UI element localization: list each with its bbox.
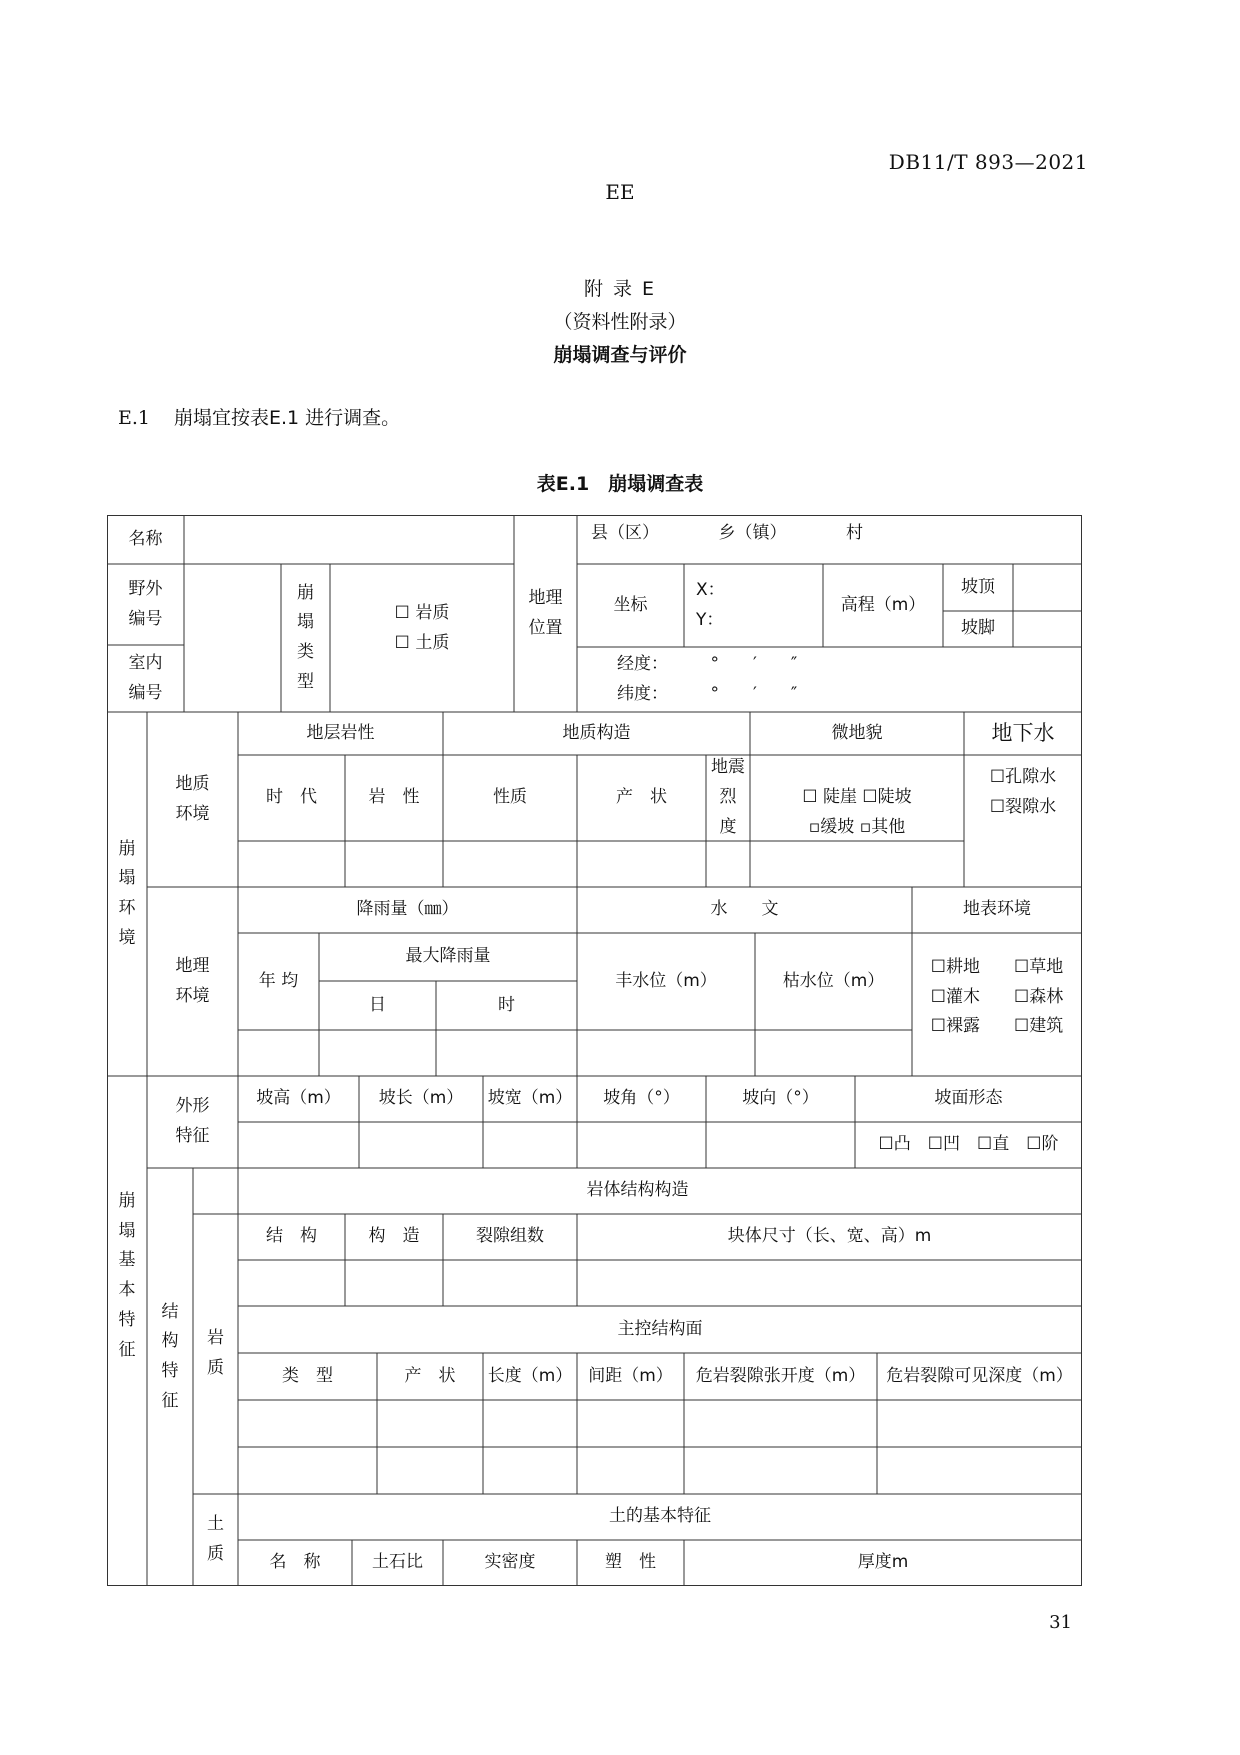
intro-paragraph [118, 403, 400, 430]
main-control-plane-label: 主控结构面 [617, 1318, 703, 1339]
groundwater-options: ☐孔隙水 ☐裂隙水 [989, 767, 1057, 817]
slope-length-label: 坡长（m） [378, 1088, 464, 1109]
era-label: 时 代 [266, 787, 317, 808]
slope-foot-label: 坡脚 [961, 618, 995, 639]
coordinate-label: 坐标 [613, 594, 648, 615]
aperture-label: 危岩裂隙张开度（m） [695, 1365, 866, 1386]
slope-angle-label: 坡角（°） [603, 1088, 680, 1109]
name-label: 名称 [128, 528, 163, 549]
collapse-survey-table [107, 515, 1082, 1586]
visible-depth-label: 危岩裂隙可见深度（m） [886, 1365, 1073, 1386]
xy-coordinates: X： Y： [696, 579, 725, 630]
collapse-type-label: 崩 塌 类 型 [297, 582, 314, 692]
microtopography-options: ☐ 陡崖 ☐陡坡 ▫缓坡 ▫其他 [802, 787, 912, 837]
clause-text: 崩塌宜按表E.1 进行调查。 [174, 407, 401, 429]
block-size-label: 块体尺寸（长、宽、高）m [727, 1226, 932, 1247]
geological-environment-label: 地质 环境 [175, 773, 210, 824]
surface-environment-options: ☐耕地 ☐草地 ☐灌木 ☐森林 ☐裸露 ☐建筑 [930, 956, 1064, 1037]
section-mark: EE [605, 180, 635, 204]
density-label: 实密度 [484, 1552, 536, 1573]
plasticity-label: 塑 性 [605, 1552, 656, 1573]
rock-type-label: 岩 质 [207, 1328, 224, 1378]
daily-label: 日 [369, 994, 386, 1015]
slope-form-label: 坡面形态 [934, 1088, 1003, 1109]
structural-features-label: 结 构 特 征 [161, 1301, 179, 1411]
length-label: 长度（m） [487, 1365, 573, 1386]
table-caption: 表E.1 崩塌调查表 [536, 473, 704, 495]
elevation-label: 高程（m） [840, 594, 926, 615]
slope-top-label: 坡顶 [961, 576, 995, 597]
surface-environment-label: 地表环境 [963, 899, 1031, 920]
seismic-intensity-label: 地震烈 度 [711, 757, 745, 837]
soil-rock-ratio-label: 土石比 [372, 1552, 423, 1573]
field-number-label: 野外 编号 [128, 578, 163, 629]
appendix-title: 附 录 E [583, 278, 657, 300]
rock-mass-structure-label: 岩体结构构造 [586, 1180, 689, 1201]
soil-features-label: 土的基本特征 [609, 1506, 711, 1527]
collapse-type-options: ☐ 岩质 ☐ 土质 [394, 603, 450, 653]
max-rainfall-label: 最大降雨量 [405, 946, 491, 967]
thickness-label: 厚度m [857, 1552, 909, 1573]
shape-features-label: 外形 特征 [175, 1096, 210, 1146]
location-label: 地理 位置 [528, 587, 563, 638]
appendix-type: （资料性附录） [553, 311, 687, 333]
slope-aspect-label: 坡向（°） [742, 1088, 819, 1109]
low-water-level-label: 枯水位（m） [782, 970, 885, 991]
slope-form-options: ☐凸 ☐凹 ☐直 ☐阶 [878, 1134, 1059, 1155]
high-water-level-label: 丰水位（m） [615, 970, 717, 991]
annual-average-label: 年 均 [258, 970, 299, 991]
geographical-environment-label: 地理 环境 [175, 955, 210, 1006]
hydrology-label: 水 文 [710, 899, 779, 920]
slope-width-label: 坡宽（m） [487, 1088, 573, 1109]
lithology-label: 岩 性 [368, 787, 420, 808]
geological-structure-label: 地质构造 [562, 722, 631, 743]
longitude-latitude: 经度： ° ′ ″ 纬度： ° ′ ″ [617, 653, 798, 704]
attitude-label: 产 状 [616, 787, 667, 808]
hourly-label: 时 [498, 994, 515, 1015]
rainfall-label: 降雨量（㎜） [356, 899, 459, 920]
groundwater-label: 地下水 [991, 721, 1055, 746]
soil-name-label: 名 称 [269, 1552, 321, 1573]
basic-features-label: 崩 塌 基 本 特 征 [118, 1190, 136, 1360]
admin-division: 县（区） 乡（镇） 村 [591, 523, 863, 544]
collapse-environment-label: 崩 塌 环 境 [118, 838, 136, 948]
appendix-subject: 崩塌调查与评价 [553, 344, 687, 366]
structure-nature-label: 性质 [493, 787, 527, 808]
plane-type-label: 类 型 [282, 1365, 333, 1386]
spacing-label: 间距（m） [588, 1365, 673, 1386]
lab-number-label: 室内 编号 [128, 652, 163, 703]
clause-number: E.1 [118, 407, 150, 429]
microtopography-label: 微地貌 [831, 722, 883, 743]
joint-sets-label: 裂隙组数 [476, 1226, 544, 1247]
slope-height-label: 坡高（m） [256, 1088, 341, 1109]
plane-attitude-label: 产 状 [404, 1365, 456, 1386]
strata-lithology-label: 地层岩性 [306, 722, 375, 743]
soil-type-label: 土 质 [207, 1514, 224, 1564]
standard-code: DB11/T 893—2021 [888, 150, 1088, 174]
construction-label: 构 造 [368, 1226, 420, 1247]
structure-label: 结 构 [266, 1226, 317, 1247]
page-number: 31 [1049, 1612, 1072, 1633]
